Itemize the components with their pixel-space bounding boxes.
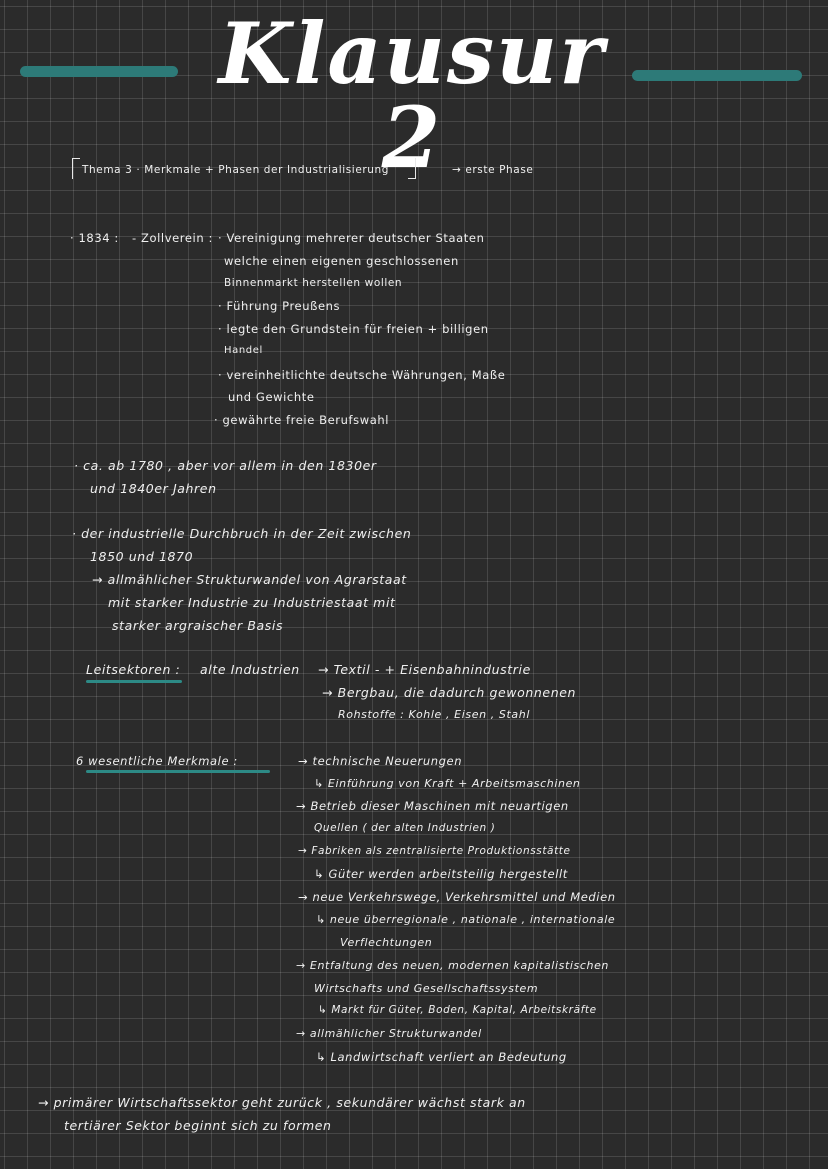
topic-arrow-note: → erste Phase: [452, 164, 534, 176]
zollverein-line: Handel: [224, 345, 263, 356]
title-accent-bar-left: [20, 66, 178, 77]
merkmale-line: ↳ Güter werden arbeitsteilig hergestellt: [314, 867, 568, 881]
zollverein-term: - Zollverein :: [132, 231, 213, 245]
leitsektoren-label: Leitsektoren :: [86, 662, 181, 677]
conclusion-line: tertiärer Sektor beginnt sich zu formen: [64, 1118, 332, 1133]
zollverein-line: · legte den Grundstein für freien + billigen: [218, 322, 489, 336]
merkmale-line: → Fabriken als zentralisierte Produktionsstätte: [298, 845, 571, 857]
merkmale-line: ↳ Einführung von Kraft + Arbeitsmaschinen: [314, 777, 581, 790]
merkmale-line: ↳ neue überregionale , nationale , internationale: [316, 913, 616, 926]
leitsektoren-underline: [86, 680, 182, 683]
leitsektoren-line: → Textil - + Eisenbahnindustrie: [318, 662, 531, 677]
leitsektoren-line: Rohstoffe : Kohle , Eisen , Stahl: [338, 708, 530, 721]
breakthrough-line: 1850 und 1870: [90, 549, 194, 564]
title-accent-bar-right: [632, 70, 802, 81]
merkmale-underline: [86, 770, 270, 773]
period-line: und 1840er Jahren: [90, 481, 217, 496]
period-line: · ca. ab 1780 , aber vor allem in den 1830er: [74, 458, 377, 473]
zollverein-line: Binnenmarkt herstellen wollen: [224, 277, 403, 289]
leitsektoren-line: → Bergbau, die dadurch gewonnenen: [322, 685, 577, 700]
breakthrough-line: → allmählicher Strukturwandel von Agrarstaat: [92, 572, 407, 587]
merkmale-line: Quellen ( der alten Industrien ): [314, 822, 496, 834]
merkmale-line: → allmählicher Strukturwandel: [296, 1027, 482, 1040]
leitsektoren-intro: alte Industrien: [200, 662, 300, 677]
zollverein-line: · Führung Preußens: [218, 299, 341, 313]
zollverein-line: · vereinheitlichte deutsche Währungen, Maße: [218, 368, 506, 382]
topic-bracket-right: [408, 158, 416, 179]
merkmale-line: → Entfaltung des neuen, modernen kapitalistischen: [296, 959, 610, 972]
merkmale-line: ↳ Markt für Güter, Boden, Kapital, Arbeitskräfte: [318, 1004, 597, 1016]
zollverein-line: und Gewichte: [228, 390, 315, 404]
zollverein-line: · gewährte freie Berufswahl: [214, 413, 390, 427]
merkmale-line: → neue Verkehrswege, Verkehrsmittel und Medien: [298, 890, 616, 904]
merkmale-line: Verflechtungen: [340, 936, 433, 949]
merkmale-line: → Betrieb dieser Maschinen mit neuartigen: [296, 799, 569, 813]
zollverein-line: welche einen eigenen geschlossenen: [224, 254, 459, 268]
page-title: Klausur 2: [218, 4, 606, 187]
zollverein-year: · 1834 :: [70, 231, 119, 245]
topic-bracket-left: [72, 158, 80, 179]
merkmale-line: → technische Neuerungen: [298, 754, 463, 768]
merkmale-label: 6 wesentliche Merkmale :: [76, 754, 238, 768]
conclusion-line: → primärer Wirtschaftssektor geht zurück , sekundärer wächst stark an: [38, 1095, 526, 1110]
breakthrough-line: starker argraischer Basis: [112, 618, 284, 633]
breakthrough-line: mit starker Industrie zu Industriestaat mit: [108, 595, 396, 610]
breakthrough-line: · der industrielle Durchbruch in der Zeit zwischen: [72, 526, 412, 541]
zollverein-line: · Vereinigung mehrerer deutscher Staaten: [218, 231, 485, 245]
topic-label: Thema 3 · Merkmale + Phasen der Industrialisierung: [82, 164, 390, 176]
merkmale-line: ↳ Landwirtschaft verliert an Bedeutung: [316, 1050, 567, 1064]
merkmale-line: Wirtschafts und Gesellschaftssystem: [314, 982, 539, 995]
